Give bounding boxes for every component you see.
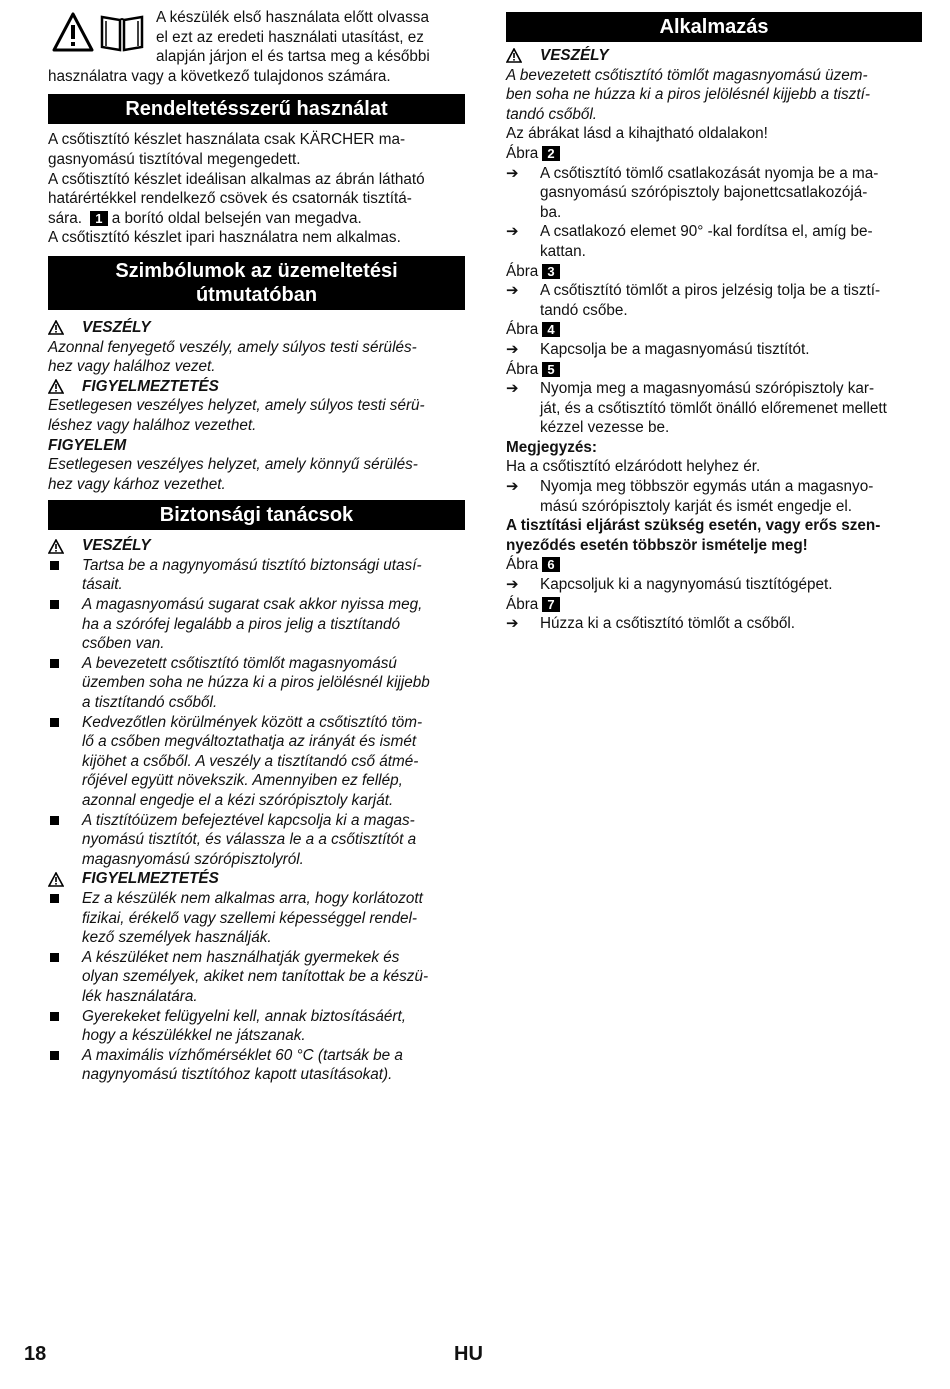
figure-word: Ábra <box>506 360 539 378</box>
step-item <box>506 575 922 595</box>
text-line: hez vagy halálhoz vezet. <box>48 358 216 376</box>
step-item <box>506 614 922 634</box>
heading-line: útmutatóban <box>195 283 318 306</box>
square-bullet-icon <box>50 1012 59 1021</box>
figure-word: Ábra <box>506 595 539 613</box>
arrow-right-icon: ➔ <box>506 340 519 358</box>
figure-label <box>506 555 922 575</box>
text-line-with-figure <box>48 209 465 229</box>
figure-badge-3: 3 <box>542 264 559 279</box>
text-line: rőjével együtt növekszik. Amennyiben ez fellép, <box>82 772 403 790</box>
text-line: olyan személyek, akiket nem tanítottak be a készü- <box>82 968 429 986</box>
warning-label-row <box>48 869 465 889</box>
text-line: Ha a csőtisztító elzáródott helyhez ér. <box>506 458 761 476</box>
text-line: léshez vagy halálhoz vezethet. <box>48 416 257 434</box>
bullet-item <box>48 1046 465 1085</box>
text-line: nyomású tisztítót, és válassza le a a csőtisztítót a <box>82 831 417 849</box>
figure-label <box>506 360 922 380</box>
heading-application: Alkalmazás <box>506 12 922 42</box>
text-line: kező személyek használják. <box>82 929 272 947</box>
text-line: nyeződés esetén többször ismételje meg! <box>506 536 808 554</box>
text-line: A tisztítóüzem befejeztével kapcsolja ki a magas- <box>82 811 415 829</box>
square-bullet-icon <box>50 561 59 570</box>
text-line: Az ábrákat lásd a kihajtható oldalakon! <box>506 125 768 143</box>
text-line: A maximális vízhőmérséklet 60 °C (tartsák be a <box>82 1046 403 1064</box>
bullet-item <box>48 654 465 713</box>
step-item <box>506 477 922 516</box>
text-line: lő a csőben megváltoztathatja az irányát és ismét <box>82 733 417 751</box>
danger-label-row <box>48 318 465 338</box>
figure-badge-7: 7 <box>542 597 559 612</box>
arrow-right-icon: ➔ <box>506 223 519 241</box>
figure-label <box>506 262 922 282</box>
text-line: tásait. <box>82 576 123 594</box>
text-line: ját, és a csőtisztító tömlőt önálló előremenet mellett <box>540 399 887 417</box>
text-line: A magasnyomású sugarat csak akkor nyissa meg, <box>82 596 423 614</box>
text-line: gasnyomású szórópisztoly bajonettcsatlakozójá- <box>540 184 868 202</box>
figure-label <box>506 144 922 164</box>
bullet-item <box>48 713 465 811</box>
text-line: Húzza ki a csőtisztító tömlőt a csőből. <box>540 615 796 633</box>
text-line: Nyomja meg többször egymás után a magasnyo- <box>540 478 874 496</box>
text-line: A csőtisztító készlet ideálisan alkalmas az ábrán látható <box>48 170 425 188</box>
square-bullet-icon <box>50 816 59 825</box>
text-line: A készüléket nem használhatják gyermekek és <box>82 948 400 966</box>
square-bullet-icon <box>50 894 59 903</box>
warning-label: FIGYELMEZTETÉS <box>82 870 219 888</box>
heading-line: Szimbólumok az üzemeltetési <box>115 259 398 282</box>
text-line: Esetlegesen veszélyes helyzet, amely könnyű sérülés- <box>48 456 418 474</box>
figure-word: Ábra <box>506 556 539 574</box>
bullet-item <box>48 811 465 870</box>
text-line: mású szórópisztoly karját és ismét engedje el. <box>540 497 853 515</box>
intro-text-indented <box>156 8 430 67</box>
heading-symbols <box>48 256 465 310</box>
text-line: Kedvezőtlen körülmények között a csőtisztító töm- <box>82 713 423 731</box>
text-line: határértékkel rendelkező csövek és csatornák tisztítá- <box>48 190 412 208</box>
intro-line-full: használatra vagy a következő tulajdonos számára. <box>48 67 391 85</box>
text-line: kijöhet a csőből. A veszély a tisztítandó cső átmé- <box>82 752 419 770</box>
text-line: ben soha ne húzza ki a piros jelölésnél kijjebb a tisztí- <box>506 86 870 104</box>
text-line: A csőtisztító tömlőt a piros jelzésig tolja be a tisztí- <box>540 282 881 300</box>
figure-badge-4: 4 <box>542 322 559 337</box>
text-line: ha a szórófej legalább a piros jelig a tisztítandó <box>82 615 401 633</box>
bullet-item <box>48 948 465 1007</box>
figure-badge-2: 2 <box>542 146 559 161</box>
figure-badge-1: 1 <box>90 211 107 226</box>
text-line: Esetlegesen veszélyes helyzet, amely súlyos testi sérü- <box>48 397 425 415</box>
square-bullet-icon <box>50 1051 59 1060</box>
figure-badge-6: 6 <box>542 557 559 572</box>
text-line: Ez a készülék nem alkalmas arra, hogy korlátozott <box>82 889 423 907</box>
text-line: nagynyomású tisztítóhoz kapott utasításokat). <box>82 1066 393 1084</box>
text-line: A csőtisztító készlet használata csak KÄRCHER ma- <box>48 131 406 149</box>
text-line: Nyomja meg a magasnyomású szórópisztoly kar- <box>540 380 875 398</box>
text-line: csőben van. <box>82 635 165 653</box>
figure-badge-5: 5 <box>542 362 559 377</box>
text-line: üzemben soha ne húzza ki a piros jelölésnél kijjebb <box>82 674 430 692</box>
text-line: A bevezetett csőtisztító tömlőt magasnyomású <box>82 654 397 672</box>
text-span: a borító oldal belsején van megadva. <box>111 209 362 227</box>
text-line: lék használatára. <box>82 987 198 1005</box>
danger-label-row <box>48 536 465 556</box>
figure-word: Ábra <box>506 144 539 162</box>
intro-block <box>48 8 465 67</box>
text-line: Azonnal fenyegető veszély, amely súlyos testi sérülés- <box>48 338 417 356</box>
text-line: tandó csőből. <box>506 105 597 123</box>
heading-intended-use: Rendeltetésszerű használat <box>48 94 465 124</box>
text-line: hogy a készülékkel ne játszanak. <box>82 1027 306 1045</box>
text-line: fizikai, érékelő vagy szellemi képességgel rendel- <box>82 909 417 927</box>
text-line: Gyerekeket felügyelni kell, annak biztosításáért, <box>82 1007 406 1025</box>
arrow-right-icon: ➔ <box>506 282 519 300</box>
bullet-item <box>48 1007 465 1046</box>
step-item <box>506 164 922 223</box>
step-item <box>506 340 922 360</box>
arrow-right-icon: ➔ <box>506 615 519 633</box>
text-line: azonnal engedje el a kézi szórópisztoly karját. <box>82 792 394 809</box>
danger-label: VESZÉLY <box>82 537 151 555</box>
bullet-item <box>48 889 465 948</box>
text-line: Tartsa be a nagynyomású tisztító biztonsági utasí- <box>82 556 422 574</box>
warning-triangle-icon <box>48 872 64 887</box>
language-code: HU <box>454 1343 483 1365</box>
figure-word: Ábra <box>506 262 539 280</box>
text-line: hez vagy kárhoz vezethet. <box>48 475 226 493</box>
step-item <box>506 281 922 320</box>
text-line: Kapcsoljuk ki a nagynyomású tisztítógépet. <box>540 576 833 594</box>
text-line: kattan. <box>540 242 586 260</box>
warning-triangle-icon <box>48 539 64 554</box>
warning-label: FIGYELMEZTETÉS <box>82 377 219 395</box>
text-line: A csatlakozó elemet 90° -kal fordítsa el, amíg be- <box>540 223 873 241</box>
square-bullet-icon <box>50 953 59 962</box>
intro-line: el ezt az eredeti használati utasítást, ez <box>156 28 424 46</box>
text-line: Kapcsolja be a magasnyomású tisztítót. <box>540 340 810 358</box>
text-line: gasnyomású tisztítóval megengedett. <box>48 150 301 168</box>
text-line: kézzel vezesse be. <box>540 419 670 437</box>
figure-label <box>506 595 922 615</box>
text-span: sára. <box>48 209 83 227</box>
square-bullet-icon <box>50 718 59 727</box>
left-column <box>48 8 465 1085</box>
danger-label-row <box>506 46 922 66</box>
text-line: A tisztítási eljárást szükség esetén, vagy erős szen- <box>506 517 881 535</box>
warning-triangle-icon <box>506 48 522 63</box>
figure-label <box>506 320 922 340</box>
arrow-right-icon: ➔ <box>506 380 519 398</box>
text-line: A bevezetett csőtisztító tömlőt magasnyomású üzem- <box>506 66 868 84</box>
arrow-right-icon: ➔ <box>506 478 519 496</box>
caution-label: FIGYELEM <box>48 436 127 454</box>
right-column <box>506 12 922 634</box>
bullet-item <box>48 595 465 654</box>
warning-triangle-icon <box>52 12 94 52</box>
text-line: A csőtisztító készlet ipari használatra nem alkalmas. <box>48 229 401 247</box>
figure-word: Ábra <box>506 321 539 339</box>
intro-line: A készülék első használata előtt olvassa <box>156 9 429 26</box>
bullet-item <box>48 556 465 595</box>
note-label: Megjegyzés: <box>506 438 597 456</box>
warning-triangle-icon <box>48 379 64 394</box>
square-bullet-icon <box>50 659 59 668</box>
text-line: ba. <box>540 203 562 221</box>
danger-label: VESZÉLY <box>540 47 609 64</box>
text-line: A csőtisztító tömlő csatlakozását nyomja be a ma- <box>540 164 879 182</box>
text-line: magasnyomású szórópisztolyról. <box>82 850 304 868</box>
intro-icons <box>48 8 156 67</box>
arrow-right-icon: ➔ <box>506 576 519 594</box>
text-line: tandó csőbe. <box>540 301 628 319</box>
manual-book-icon <box>100 12 144 52</box>
text-line: a tisztítandó csőből. <box>82 694 218 712</box>
arrow-right-icon: ➔ <box>506 164 519 182</box>
heading-safety: Biztonsági tanácsok <box>48 500 465 530</box>
warning-triangle-icon <box>48 320 64 335</box>
step-item <box>506 222 922 261</box>
page-number: 18 <box>24 1343 47 1365</box>
danger-label: VESZÉLY <box>82 318 151 336</box>
step-item <box>506 379 922 438</box>
warning-label-row <box>48 377 465 397</box>
intro-line: alapján járjon el és tartsa meg a későbbi <box>156 48 430 66</box>
square-bullet-icon <box>50 600 59 609</box>
